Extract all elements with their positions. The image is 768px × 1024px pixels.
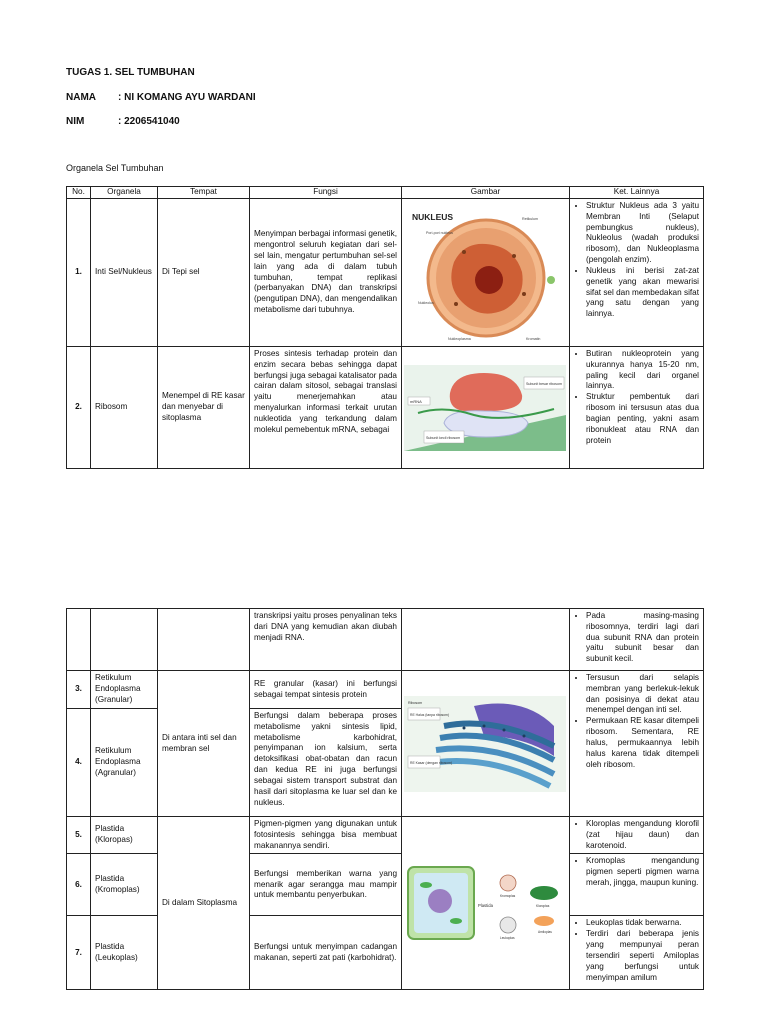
ket-item: • Kromoplas mengandung pigmen seperti pigmen warna merah, jingga, maupun kuning. (586, 856, 699, 888)
ket-item: • Struktur Nukleus ada 3 yaitu Membran Inti (Selaput pembungkus nukleus), Nukleolus (wadah produksi ribosom), dan Nukleoplasma (pengolah enzim). (586, 201, 699, 266)
re-label: RE Halus (tanpa ribosom) (410, 712, 450, 717)
row-no: 5. (67, 817, 91, 854)
row-ket (570, 199, 704, 347)
row-no: 6. (67, 854, 91, 916)
re-figure (402, 671, 570, 817)
plastid-label: Plastida (478, 903, 493, 909)
table-row (67, 609, 704, 671)
row-no: 7. (67, 916, 91, 990)
nucleus-figure (402, 199, 570, 347)
re-label: RE Kasar (dengan ribosom) (410, 760, 453, 765)
col-fungsi: Fungsi (250, 187, 402, 199)
col-no: No. (67, 187, 91, 199)
nim-label: NIM (66, 116, 85, 127)
plastid-label: Leukoplas (500, 936, 515, 941)
row-ket (570, 854, 704, 916)
ket-item: • Permukaan RE kasar ditempeli ribosom. Sementara, RE halus, permukaannya lebih halus karena tidak ditempeli oleh ribosom. (586, 716, 699, 770)
row-tempat: Di dalam Sitoplasma (158, 817, 250, 990)
row-fungsi: RE granular (kasar) ini berfungsi sebagai tempat sintesis protein (250, 671, 402, 709)
row-ket (570, 817, 704, 854)
row-organela: Ribosom (91, 347, 158, 469)
ket-item: • Leukoplas tidak berwarna. (586, 918, 699, 929)
nim-value: : 2206541040 (118, 116, 180, 127)
ribosome-figure (402, 347, 570, 469)
ribosome-label: Subunit kecil ribosom (426, 435, 461, 440)
ket-item: • Pada masing-masing ribosomnya, terdiri lagi dari dua subunit RNA dan protein yaitu subunit besar dan subunit kecil. (586, 611, 699, 665)
plastid-label: Kromoplas (500, 894, 516, 899)
ribosome-illustration (404, 365, 566, 451)
re-illustration (404, 696, 566, 792)
nama-line (66, 92, 256, 103)
row-ket (570, 347, 704, 469)
row-fungsi: Menyimpan berbagai informasi genetik, mengontrol seluruh kegiatan dari sel-sel lain, mengatur pertumbuhan sel-sel lain yang ada di dalam tubuh tumbuhan, tempat replikasi (perbanyakan DNA) dan transkripsi (pengutipan DNA), dan mengendalikan metabolisme dari tubuhnya. (250, 199, 402, 347)
nucleus-label: Pori-pori nukleus (426, 230, 453, 235)
plastid-illustration (404, 863, 566, 943)
row-tempat: Di Tepi sel (158, 199, 250, 347)
row-fungsi: Berfungsi dalam beberapa proses metabolisme yakni sintesis lipid, metabolisme karbohidrat, penyimpanan ion kalsium, serta detoksifikasi obat-obatan dan racun dan kedua RE ini juga berfungsi sebagai sistem transport substrat dan hasil dari sitoplasma ke luar sel dan ke nukleus. (250, 709, 402, 817)
table-row (67, 671, 704, 709)
col-tempat: Tempat (158, 187, 250, 199)
nama-label: NAMA (66, 92, 96, 103)
plastid-label: Amiloplas (538, 930, 552, 935)
plastid-figure (402, 817, 570, 990)
nim-line (66, 116, 180, 127)
row-no: 4. (67, 709, 91, 817)
section-subtitle: Organela Sel Tumbuhan (66, 163, 164, 173)
row-fungsi: Berfungsi untuk menyimpan cadangan makanan, seperti zat pati (karbohidrat). (250, 916, 402, 990)
row-no: 1. (67, 199, 91, 347)
row-fungsi: Proses sintesis terhadap protein dan enzim secara bebas sehingga dapat berfungsi juga sebagai katalisator pada cairan dalam sitosol, sebagai translasi yaitu menerjemahkan atau menyalurkan informasi terkait urutan nukleotida yang terkandung dalam molekul pemebentuk mRNA, sebagai (250, 347, 402, 469)
row-organela: Inti Sel/Nukleus (91, 199, 158, 347)
row-organela: Plastida (Leukoplas) (91, 916, 158, 990)
table-row (67, 347, 704, 469)
table-row (67, 817, 704, 854)
nucleus-label: Retikulum (522, 216, 538, 221)
table-row (67, 199, 704, 347)
nucleus-label: Nukleolus (418, 300, 434, 305)
re-label: Ribosom (408, 700, 423, 705)
cont-ket (570, 609, 704, 671)
row-tempat: Menempel di RE kasar dan menyebar di sitoplasma (158, 347, 250, 469)
cont-fungsi: transkripsi yaitu proses penyalinan teks dari DNA yang kemudian akan diubah menjadi RNA. (250, 609, 402, 671)
row-organela: Retikulum Endoplasma (Granular) (91, 671, 158, 709)
row-fungsi: Berfungsi memberikan warna yang menarik agar serangga mau mampir untuk membantu penyerbukan. (250, 854, 402, 916)
ket-item: • Kloroplas mengandung klorofil (zat hijau daun) dan karotenoid. (586, 819, 699, 851)
row-ket (570, 916, 704, 990)
ket-item: • Struktur pembentuk dari ribosom ini tersusun atas dua bagian penting, yakni asam ribonukleat atau RNA dan protein (586, 392, 699, 446)
row-no: 2. (67, 347, 91, 469)
ket-item: • Nukleus ini berisi zat-zat genetik yang akan mewarisi sifat sel dan membedakan sifat yang satu dengan yang lainnya. (586, 266, 699, 320)
organela-table-2 (66, 608, 704, 990)
row-tempat: Di antara inti sel dan membran sel (158, 671, 250, 817)
col-ket: Ket. Lainnya (570, 187, 704, 199)
nucleus-label: Kromatin (526, 336, 541, 341)
plastid-label: Kloroplas (536, 904, 550, 909)
row-organela: Plastida (Kromoplas) (91, 854, 158, 916)
ribosome-label: mRNA (410, 398, 422, 404)
nucleus-fig-title: NUKLEUS (412, 211, 454, 222)
row-ket (570, 671, 704, 817)
ket-item: • Butiran nukleoprotein yang ukurannya hanya 15-20 nm, paling kecil dari organel lainnya. (586, 349, 699, 392)
ribosome-label: Subunit besar ribosom (526, 381, 562, 386)
organela-table-1 (66, 186, 704, 469)
nucleus-label: Nukleoplasma (448, 336, 471, 341)
col-gambar: Gambar (402, 187, 570, 199)
ket-item: • Tersusun dari selapis membran yang berlekuk-lekuk dan posisinya di dekat atau menempel dengan inti sel. (586, 673, 699, 716)
doc-title: TUGAS 1. SEL TUMBUHAN (66, 67, 195, 78)
row-no: 3. (67, 671, 91, 709)
ket-item: • Terdiri dari beberapa jenis yang mempunyai peran tersendiri seperti Amiloplas yang berfungsi untuk menyimpan amilum (586, 929, 699, 983)
row-organela: Plastida (Kloropas) (91, 817, 158, 854)
row-organela: Retikulum Endoplasma (Agranular) (91, 709, 158, 817)
row-fungsi: Pigmen-pigmen yang digunakan untuk fotosintesis sehingga bisa membuat makanannya sendiri. (250, 817, 402, 854)
col-organela: Organela (91, 187, 158, 199)
nama-value: : NI KOMANG AYU WARDANI (118, 92, 256, 103)
nucleus-illustration (404, 202, 566, 344)
